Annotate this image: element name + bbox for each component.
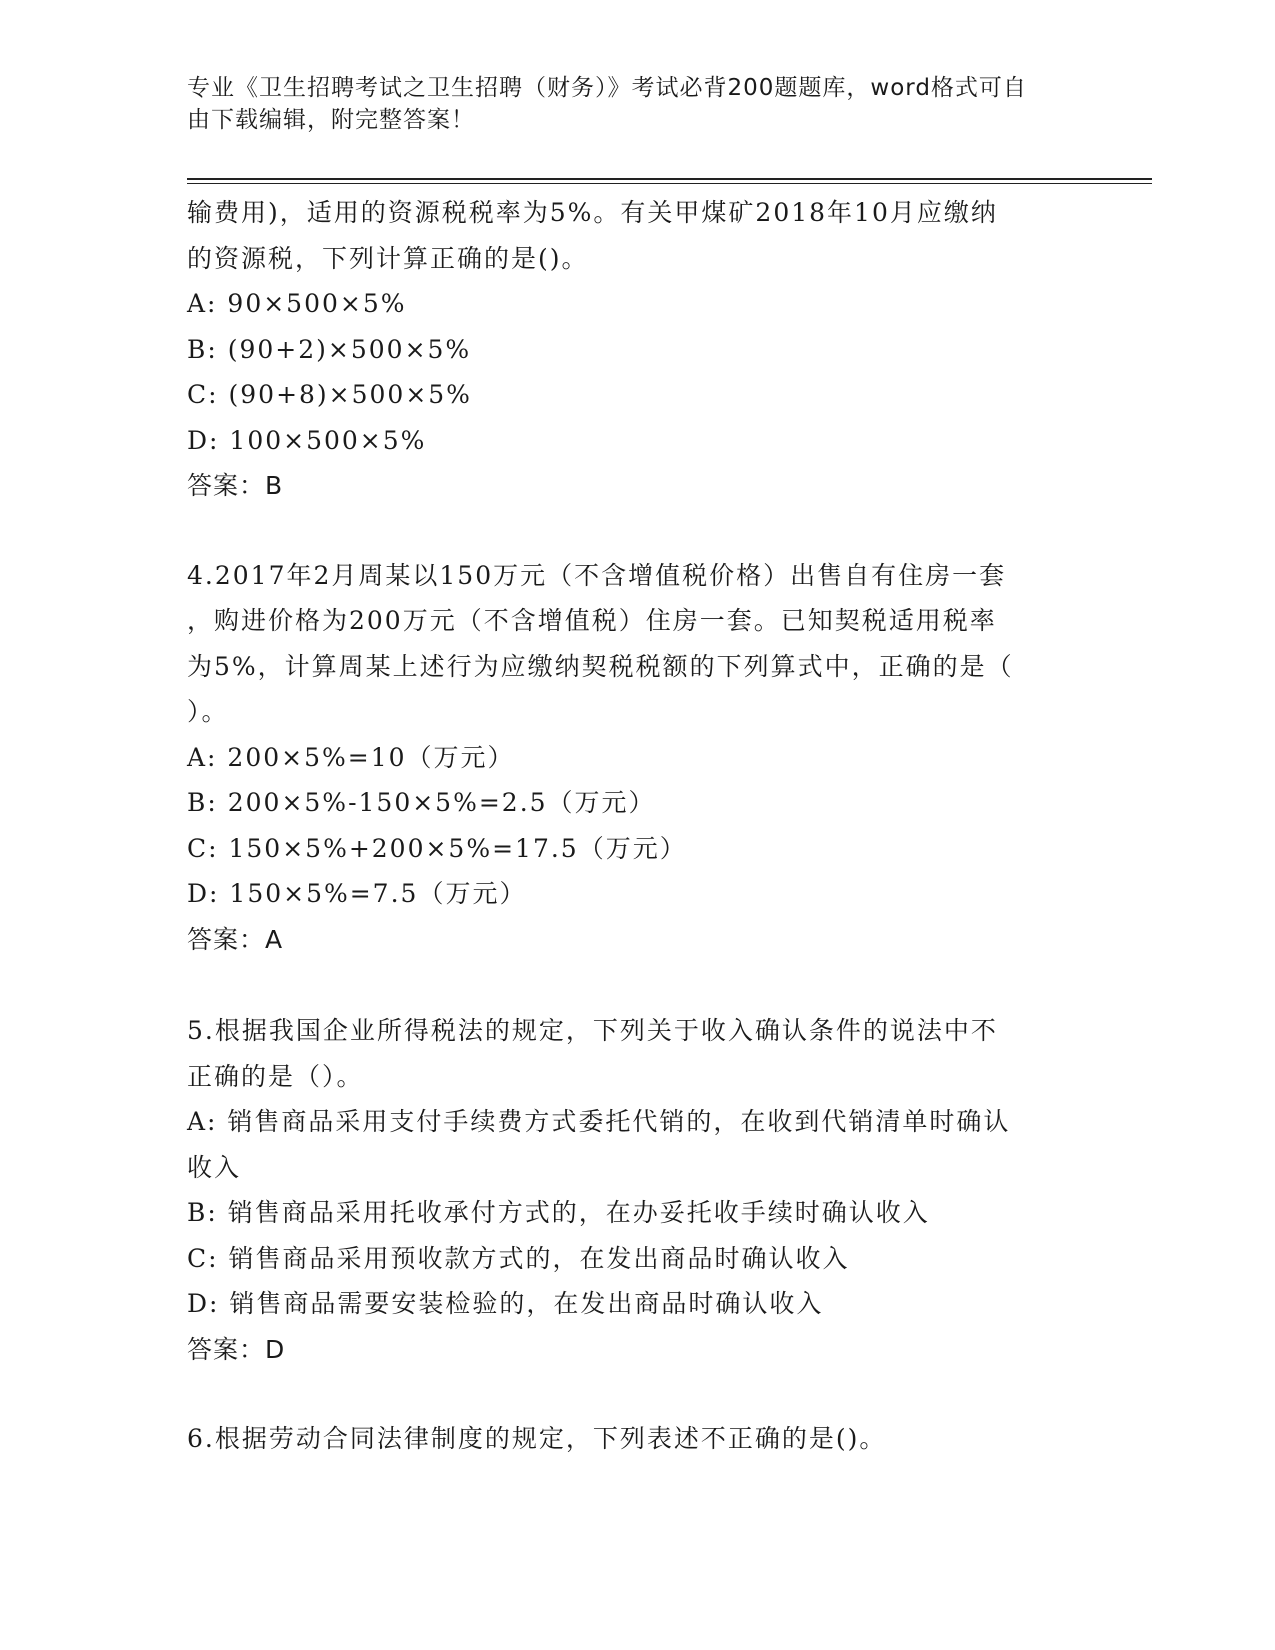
question-stem-line: 4.2017年2月周某以150万元（不含增值税价格）出售自有住房一套 bbox=[187, 560, 1007, 590]
question-3 bbox=[187, 190, 1087, 509]
spacer bbox=[187, 1372, 1087, 1416]
document-header bbox=[187, 72, 1067, 136]
question-stem-line: ）。 bbox=[187, 697, 229, 726]
document-body bbox=[187, 190, 1087, 1462]
question-stem-line: 5.根据我国企业所得税法的规定，下列关于收入确认条件的说法中不 bbox=[187, 1016, 998, 1045]
option-a: A: 90×500×5% bbox=[187, 289, 407, 318]
header-rule-thick bbox=[187, 178, 1152, 180]
option-d: D: 销售商品需要安装检验的，在发出商品时确认收入 bbox=[187, 1289, 824, 1318]
header-title-line-2: 由下载编辑，附完整答案！ bbox=[187, 107, 475, 133]
header-title-line-1: 专业《卫生招聘考试之卫生招聘（财务）》考试必背200题题库，word格式可自 bbox=[187, 75, 1027, 101]
option-c: C: 销售商品采用预收款方式的，在发出商品时确认收入 bbox=[187, 1243, 850, 1273]
question-stem-line: 的资源税，下列计算正确的是()。 bbox=[187, 243, 589, 273]
option-c: C: 150×5%+200×5%=17.5（万元） bbox=[187, 833, 687, 863]
header-rule-thin bbox=[187, 183, 1152, 184]
spacer bbox=[187, 962, 1087, 1008]
question-5 bbox=[187, 1008, 1087, 1372]
question-stem-line: 输费用)，适用的资源税税率为5%。有关甲煤矿2018年10月应缴纳 bbox=[187, 198, 998, 227]
option-b: B: (90+2)×500×5% bbox=[187, 334, 472, 364]
question-stem-line: 6.根据劳动合同法律制度的规定，下列表述不正确的是()。 bbox=[187, 1424, 887, 1453]
question-stem-line: 为5%，计算周某上述行为应缴纳契税税额的下列算式中，正确的是（ bbox=[187, 651, 1014, 681]
answer-line: 答案：A bbox=[187, 924, 284, 954]
option-a: A: 销售商品采用支付手续费方式委托代销的，在收到代销清单时确认 bbox=[187, 1107, 1011, 1136]
option-d: D: 150×5%=7.5（万元） bbox=[187, 879, 527, 908]
option-a: A: 200×5%=10（万元） bbox=[187, 742, 515, 772]
answer-line: 答案：D bbox=[187, 1334, 286, 1364]
option-a-continued: 收入 bbox=[187, 1152, 242, 1182]
answer-line: 答案：B bbox=[187, 471, 284, 500]
option-b: B: 销售商品采用托收承付方式的，在办妥托收手续时确认收入 bbox=[187, 1198, 930, 1227]
question-stem-line: ，购进价格为200万元（不含增值税）住房一套。已知契税适用税率 bbox=[187, 606, 997, 635]
spacer bbox=[187, 509, 1087, 553]
question-6 bbox=[187, 1416, 1087, 1462]
question-stem-line: 正确的是（）。 bbox=[187, 1061, 364, 1091]
question-4 bbox=[187, 553, 1087, 963]
option-b: B: 200×5%-150×5%=2.5（万元） bbox=[187, 788, 656, 817]
option-c: C: (90+8)×500×5% bbox=[187, 380, 472, 409]
option-d: D: 100×500×5% bbox=[187, 425, 427, 455]
